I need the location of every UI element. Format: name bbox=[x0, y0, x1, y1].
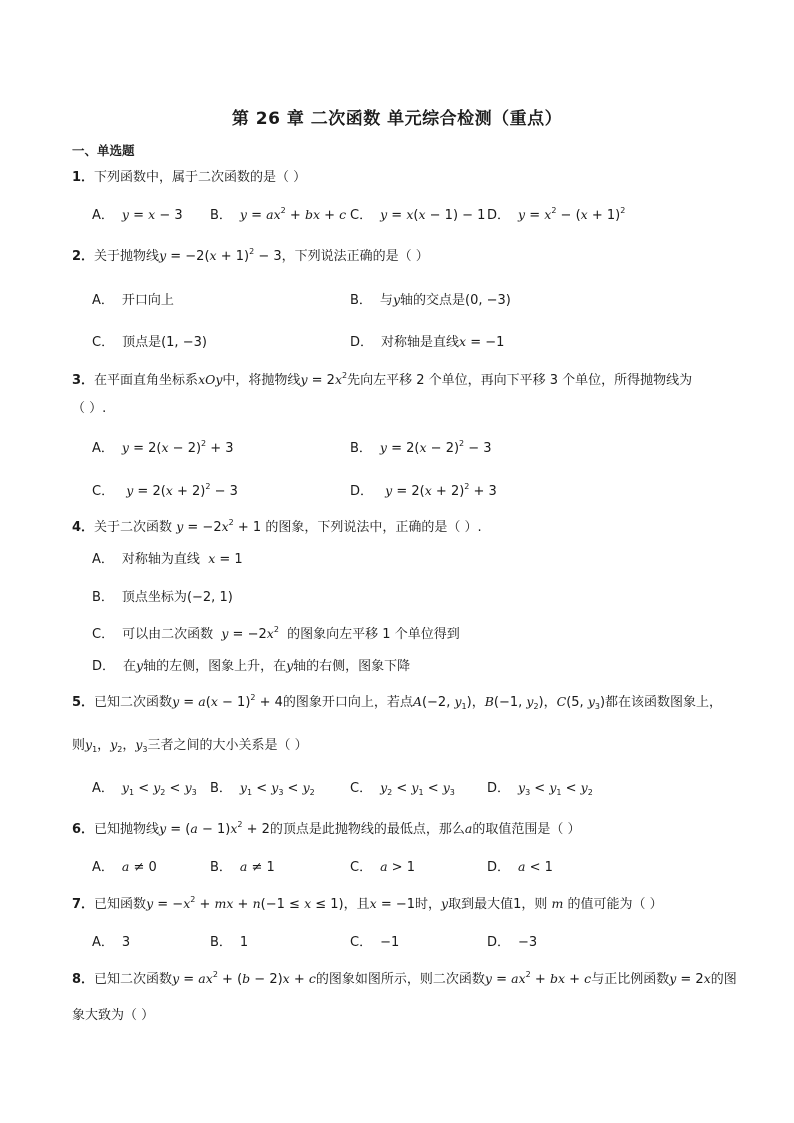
question-7-option-a: A． 3 bbox=[92, 935, 131, 950]
question-5-stem-line2: 则$y_1$，$y_2$，$y_3$三者之间的大小关系是（ ） bbox=[72, 737, 308, 754]
question-4-option-a: A． 对称轴为直线 x = 1 bbox=[92, 551, 243, 567]
question-6-option-c: C． a > 1 bbox=[350, 859, 415, 875]
question-1-option-d: D． $y = x^2 - (x + 1)^2$ bbox=[487, 206, 626, 223]
question-3-option-a: A． $y = 2(x - 2)^2 + 3$ bbox=[92, 439, 234, 456]
question-6-option-b: B． a ≠ 1 bbox=[210, 859, 275, 875]
question-8-stem-line2: 象大致为（ ） bbox=[72, 1008, 155, 1023]
question-3-stem: 3．在平面直角坐标系xOy中，将抛物线$y = 2x^2$先向左平移 2 个单位，再向下平移 3 个单位，所得抛物线为 bbox=[72, 371, 693, 388]
question-2-stem: 2．关于抛物线$y = -2(x + 1)^2 - 3$，下列说法正确的是（ ） bbox=[72, 247, 429, 264]
question-3-option-c: C． $y = 2(x + 2)^2 - 3$ bbox=[92, 482, 238, 499]
question-4-option-c: C． 可以由二次函数 $y = -2x^2$ 的图象向左平移 1 个单位得到 bbox=[92, 625, 460, 642]
question-7-option-d: D． −3 bbox=[487, 935, 538, 950]
question-7-option-c: C． −1 bbox=[350, 935, 400, 950]
question-7-stem: 7．已知函数$y = -x^2$ + mx + n(−1 ≤ x ≤ 1)，且x = −1时，y取到最大值1，则 m 的值可能为（ ） bbox=[72, 895, 663, 912]
question-5-stem: 5．已知二次函数$y = a(x - 1)^2 + 4$的图象开口向上，若点A(−2, $y_1$)，B(−1, $y_2$)，C(5, $y_3$)都在该函数图象上， bbox=[72, 693, 723, 711]
question-7-option-b: B． 1 bbox=[210, 935, 249, 950]
question-1-option-c: C． y = x(x − 1) − 1 bbox=[350, 207, 486, 223]
question-5-option-a: A． $y_1 < y_2 < y_3$ bbox=[92, 780, 197, 797]
question-3-stem-line2: （ ）. bbox=[72, 401, 107, 416]
question-3-option-b: B． $y = 2(x - 2)^2 - 3$ bbox=[350, 439, 492, 456]
question-5-option-c: C． $y_2 < y_1 < y_3$ bbox=[350, 780, 455, 797]
question-1-option-a: A． y = x − 3 bbox=[92, 207, 183, 223]
question-2-option-c: C． 顶点是(1, −3) bbox=[92, 335, 207, 350]
question-4-stem: 4．关于二次函数 $y = -2x^2 + 1$ 的图象，下列说法中，正确的是（ ）. bbox=[72, 518, 482, 535]
question-6-option-a: A． a ≠ 0 bbox=[92, 859, 157, 875]
question-8-stem: 8．已知二次函数$y = ax^2 + (b - 2)x + c$的图象如图所示，则二次函数$y = ax^2$ + bx + c与正比例函数y = 2x的图 bbox=[72, 970, 737, 987]
page-title: 第 26 章 二次函数 单元综合检测（重点） bbox=[231, 109, 563, 129]
question-5-option-d: D． $y_3 < y_1 < y_2$ bbox=[487, 780, 593, 797]
question-3-option-d: D． $y = 2(x + 2)^2 + 3$ bbox=[350, 482, 497, 499]
question-2-option-a: A． 开口向上 bbox=[92, 293, 174, 308]
question-5-option-b: B． $y_1 < y_3 < y_2$ bbox=[210, 780, 315, 797]
question-2-option-b: B． 与y轴的交点是(0, −3) bbox=[350, 292, 511, 308]
question-6-stem: 6．已知抛物线$y = (a - 1)x^2 + 2$的顶点是此抛物线的最低点，那么a的取值范围是（ ） bbox=[72, 820, 581, 837]
question-4-option-b: B． 顶点坐标为(−2, 1) bbox=[92, 590, 233, 605]
question-1-stem: 1．下列函数中，属于二次函数的是（ ） bbox=[72, 170, 307, 185]
question-6-option-d: D． a < 1 bbox=[487, 859, 553, 875]
section-heading: 一、单选题 bbox=[72, 143, 135, 158]
question-4-option-d: D． 在y轴的左侧，图象上升，在y轴的右侧，图象下降 bbox=[92, 658, 411, 674]
question-2-option-d: D． 对称轴是直线x = −1 bbox=[350, 334, 505, 350]
question-1-option-b: B． $y = ax^2$ + bx + c bbox=[210, 206, 347, 223]
